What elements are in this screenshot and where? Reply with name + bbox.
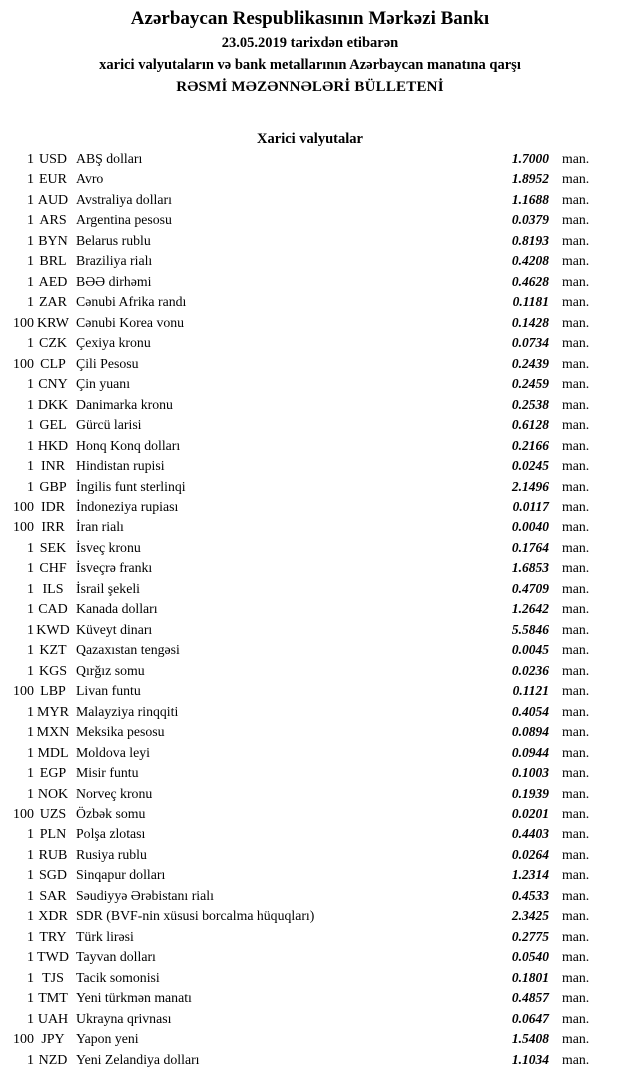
- rate-value: 0.4533: [511, 887, 549, 903]
- currency-code: BYN: [38, 233, 68, 249]
- rate-value: 0.0045: [511, 642, 549, 658]
- currency-code: ARS: [39, 213, 67, 229]
- unit-label: man.: [562, 478, 590, 494]
- rate-value: 1.2314: [511, 867, 549, 883]
- rate-row: [0, 233, 620, 253]
- rate-row: [0, 642, 620, 662]
- rate-row: [0, 990, 620, 1010]
- rate-value: 0.4403: [511, 826, 549, 842]
- rate-value: 0.4208: [511, 253, 549, 269]
- currency-name: Özbək somu: [76, 806, 146, 821]
- currency-code: TMT: [38, 991, 68, 1007]
- rate-value: 0.0944: [511, 744, 549, 760]
- currency-name: Avro: [76, 171, 104, 187]
- unit-label: man.: [562, 949, 590, 965]
- rate-row: [0, 704, 620, 724]
- currency-name: Gürcü larisi: [76, 417, 142, 433]
- rate-row: [0, 724, 620, 744]
- unit-label: man.: [562, 1031, 590, 1047]
- currency-code: CNY: [38, 377, 68, 393]
- rate-row: [0, 765, 620, 785]
- unit-label: man.: [562, 458, 590, 474]
- unit-label: man.: [562, 642, 590, 658]
- quantity: 1: [27, 397, 34, 413]
- currency-name: Rusiya rublu: [76, 846, 147, 862]
- unit-label: man.: [562, 539, 590, 555]
- unit-label: man.: [562, 335, 590, 351]
- unit-label: man.: [562, 846, 590, 862]
- currency-name: Qazaxıstan tengəsi: [76, 642, 180, 658]
- rate-row: [0, 315, 620, 335]
- currency-code: EUR: [39, 172, 67, 188]
- quantity: 1: [27, 295, 34, 311]
- rate-value: 1.8952: [511, 171, 549, 187]
- currency-name: Çexiya kronu: [76, 335, 151, 351]
- currency-code: CLP: [40, 356, 66, 372]
- currency-name: Sinqapur dolları: [76, 867, 166, 883]
- currency-code: IRR: [41, 520, 65, 536]
- currency-code: PLN: [39, 827, 67, 843]
- quantity: 1: [27, 663, 34, 679]
- rate-value: 1.1034: [511, 1051, 549, 1067]
- quantity: 1: [27, 377, 34, 393]
- quantity: 1: [27, 459, 34, 475]
- rate-row: [0, 601, 620, 621]
- rate-row: [0, 192, 620, 212]
- unit-label: man.: [562, 417, 590, 433]
- unit-label: man.: [562, 806, 590, 821]
- unit-label: man.: [562, 1051, 590, 1067]
- rate-value: 0.0540: [511, 949, 549, 965]
- quantity: 1: [27, 725, 34, 741]
- unit-label: man.: [562, 601, 590, 617]
- quantity: 1: [27, 540, 34, 556]
- currency-code: UZS: [39, 807, 67, 822]
- unit-label: man.: [562, 765, 590, 781]
- rate-row: [0, 458, 620, 478]
- rate-row: [0, 479, 620, 499]
- quantity: 1: [27, 991, 34, 1007]
- currency-code: ILS: [42, 581, 64, 597]
- rate-row: [0, 151, 620, 171]
- rates-table: [0, 151, 620, 1072]
- currency-code: MXN: [36, 725, 70, 741]
- unit-label: man.: [562, 171, 590, 187]
- rate-value: 0.0236: [511, 662, 549, 678]
- section-title-foreign-currencies: Xarici valyutalar: [257, 131, 363, 147]
- currency-code: GBP: [39, 479, 67, 495]
- currency-name: İngilis funt sterlinqi: [76, 478, 186, 494]
- unit-label: man.: [562, 396, 590, 412]
- rate-row: [0, 560, 620, 580]
- currency-code: ZAR: [39, 295, 67, 311]
- rate-value: 0.2439: [511, 355, 549, 371]
- currency-name: İsrail şekeli: [76, 580, 140, 596]
- currency-code: SGD: [38, 868, 67, 884]
- quantity: 100: [13, 684, 34, 700]
- currency-name: Norveç kronu: [76, 785, 153, 801]
- quantity: 100: [13, 499, 34, 515]
- rate-row: [0, 335, 620, 355]
- currency-code: SAR: [39, 888, 67, 904]
- rate-value: 0.0734: [511, 335, 549, 351]
- quantity: 1: [27, 602, 34, 618]
- currency-code: BRL: [39, 254, 67, 270]
- rate-value: 0.0264: [511, 846, 549, 862]
- unit-label: man.: [562, 191, 590, 207]
- currency-name: Livan funtu: [76, 683, 141, 699]
- rate-value: 0.0894: [511, 724, 549, 740]
- rate-row: [0, 622, 620, 642]
- unit-label: man.: [562, 683, 590, 699]
- rate-row: [0, 908, 620, 928]
- rate-value: 0.4709: [511, 580, 549, 596]
- quantity: 1: [27, 254, 34, 270]
- currency-code: MDL: [37, 745, 69, 761]
- quantity: 1: [27, 622, 34, 638]
- quantity: 1: [27, 827, 34, 843]
- unit-label: man.: [562, 560, 590, 576]
- rate-value: 0.2459: [511, 376, 549, 392]
- rate-row: [0, 581, 620, 601]
- effective-date-line: 23.05.2019 tarixdən etibarən: [221, 35, 399, 51]
- currency-code: CAD: [38, 602, 68, 618]
- currency-code: LBP: [40, 684, 66, 700]
- unit-label: man.: [562, 437, 590, 453]
- rate-row: [0, 683, 620, 703]
- quantity: 1: [27, 1011, 34, 1027]
- rate-row: [0, 867, 620, 887]
- rate-value: 2.1496: [511, 478, 549, 494]
- bulletin-subtitle: xarici valyutaların və bank metallarının Azərbaycan manatına qarşı: [99, 57, 521, 73]
- rate-value: 0.4054: [511, 703, 549, 719]
- quantity: 1: [27, 950, 34, 966]
- unit-label: man.: [562, 621, 590, 637]
- rate-value: 0.0647: [511, 1010, 549, 1026]
- rate-value: 0.2166: [511, 437, 549, 453]
- currency-code: CZK: [39, 336, 67, 352]
- rate-row: [0, 949, 620, 969]
- rate-row: [0, 786, 620, 806]
- quantity: 1: [27, 152, 34, 167]
- quantity: 1: [27, 418, 34, 434]
- currency-name: Braziliya rialı: [76, 253, 153, 269]
- rate-row: [0, 888, 620, 908]
- currency-name: Meksika pesosu: [76, 724, 165, 740]
- currency-name: Cənubi Korea vonu: [76, 314, 185, 330]
- quantity: 100: [13, 356, 34, 372]
- unit-label: man.: [562, 580, 590, 596]
- rate-value: 1.7000: [511, 151, 549, 166]
- quantity: 1: [27, 970, 34, 986]
- quantity: 100: [13, 520, 34, 536]
- quantity: 1: [27, 745, 34, 761]
- currency-name: BƏƏ dirhəmi: [76, 273, 152, 289]
- currency-code: GEL: [39, 418, 67, 434]
- rate-row: [0, 745, 620, 765]
- rate-value: 0.1764: [511, 539, 549, 555]
- quantity: 1: [27, 213, 34, 229]
- rate-value: 0.4857: [511, 990, 549, 1006]
- quantity: 1: [27, 274, 34, 290]
- currency-name: Danimarka kronu: [76, 396, 173, 412]
- rate-value: 0.0040: [511, 519, 549, 535]
- rate-row: [0, 253, 620, 273]
- rate-row: [0, 826, 620, 846]
- rate-value: 0.1428: [511, 314, 549, 330]
- currency-code: RUB: [38, 847, 68, 863]
- rate-value: 2.3425: [511, 908, 549, 924]
- rate-value: 0.8193: [511, 232, 549, 248]
- currency-name: Qırğız somu: [76, 662, 145, 678]
- rate-value: 0.1003: [511, 765, 549, 781]
- unit-label: man.: [562, 703, 590, 719]
- currency-name: Yapon yeni: [76, 1031, 139, 1047]
- rate-row: [0, 417, 620, 437]
- bank-title: Azərbaycan Respublikasının Mərkəzi Bankı: [130, 8, 490, 29]
- quantity: 1: [27, 336, 34, 352]
- quantity: 1: [27, 704, 34, 720]
- rate-value: 0.1121: [512, 683, 549, 699]
- quantity: 1: [27, 581, 34, 597]
- rate-row: [0, 929, 620, 949]
- bulletin-title: RƏSMİ MƏZƏNNƏLƏRİ BÜLLETENİ: [176, 79, 444, 95]
- quantity: 1: [27, 172, 34, 188]
- unit-label: man.: [562, 253, 590, 269]
- currency-code: KZT: [39, 643, 67, 659]
- rate-value: 0.0245: [511, 458, 549, 474]
- quantity: 1: [27, 786, 34, 802]
- rate-row: [0, 397, 620, 417]
- currency-code: UAH: [37, 1011, 69, 1027]
- quantity: 1: [27, 643, 34, 659]
- unit-label: man.: [562, 232, 590, 248]
- currency-code: TWD: [37, 950, 69, 966]
- quantity: 1: [27, 438, 34, 454]
- currency-name: Belarus rublu: [76, 232, 151, 248]
- rate-row: [0, 212, 620, 232]
- rate-value: 0.1181: [512, 294, 549, 310]
- rate-row: [0, 438, 620, 458]
- unit-label: man.: [562, 969, 590, 985]
- rate-value: 0.0201: [511, 806, 549, 821]
- currency-name: Honq Konq dolları: [76, 437, 181, 453]
- currency-name: İran rialı: [76, 519, 124, 535]
- currency-code: USD: [38, 152, 67, 167]
- quantity: 1: [27, 766, 34, 782]
- unit-label: man.: [562, 928, 590, 944]
- currency-name: Tayvan dolları: [76, 949, 156, 965]
- rate-row: [0, 519, 620, 539]
- unit-label: man.: [562, 887, 590, 903]
- currency-name: SDR (BVF-nin xüsusi borcalma hüquqları): [76, 908, 315, 924]
- quantity: 1: [27, 929, 34, 945]
- rate-row: [0, 294, 620, 314]
- rate-value: 0.1801: [511, 969, 549, 985]
- quantity: 1: [27, 233, 34, 249]
- currency-name: İsveç kronu: [76, 539, 141, 555]
- unit-label: man.: [562, 867, 590, 883]
- currency-code: SEK: [39, 540, 67, 556]
- currency-code: HKD: [37, 438, 69, 454]
- currency-name: Türk lirəsi: [76, 928, 134, 944]
- currency-name: Çili Pesosu: [76, 355, 139, 371]
- rate-row: [0, 970, 620, 990]
- rate-value: 0.1939: [511, 785, 549, 801]
- quantity: 100: [13, 315, 34, 331]
- rate-row: [0, 376, 620, 396]
- rate-row: [0, 1031, 620, 1051]
- rate-value: 0.0117: [512, 498, 549, 514]
- unit-label: man.: [562, 724, 590, 740]
- quantity: 1: [27, 868, 34, 884]
- rate-row: [0, 171, 620, 191]
- quantity: 1: [27, 561, 34, 577]
- quantity: 1: [27, 1052, 34, 1068]
- currency-code: NZD: [38, 1052, 68, 1068]
- unit-label: man.: [562, 785, 590, 801]
- quantity: 100: [13, 807, 34, 822]
- currency-name: Hindistan rupisi: [76, 458, 165, 474]
- unit-label: man.: [562, 273, 590, 289]
- currency-name: Argentina pesosu: [76, 212, 172, 228]
- currency-code: KRW: [37, 315, 69, 331]
- rate-value: 0.2775: [511, 928, 549, 944]
- currency-name: Yeni türkmən manatı: [76, 990, 192, 1006]
- currency-name: Ukrayna qrivnası: [76, 1010, 172, 1026]
- currency-name: Kanada dolları: [76, 601, 158, 617]
- currency-code: NOK: [37, 786, 69, 802]
- unit-label: man.: [562, 662, 590, 678]
- currency-name: Polşa zlotası: [76, 826, 146, 842]
- currency-code: XDR: [38, 909, 68, 925]
- rate-row: [0, 1011, 620, 1031]
- currency-code: CHF: [39, 561, 67, 577]
- currency-name: İsveçrə frankı: [76, 560, 153, 576]
- rate-value: 1.2642: [511, 601, 549, 617]
- quantity: 1: [27, 479, 34, 495]
- rate-value: 0.0379: [511, 212, 549, 228]
- unit-label: man.: [562, 498, 590, 514]
- unit-label: man.: [562, 294, 590, 310]
- unit-label: man.: [562, 826, 590, 842]
- quantity: 1: [27, 192, 34, 208]
- currency-code: DKK: [37, 397, 69, 413]
- unit-label: man.: [562, 908, 590, 924]
- currency-name: Misir funtu: [76, 765, 139, 781]
- currency-code: KWD: [36, 622, 70, 638]
- currency-code: EGP: [39, 766, 67, 782]
- currency-code: AED: [38, 274, 68, 290]
- rate-row: [0, 499, 620, 519]
- currency-code: MYR: [37, 704, 69, 720]
- rate-row: [0, 663, 620, 683]
- rate-row: [0, 274, 620, 294]
- rate-row: [0, 356, 620, 376]
- currency-code: AUD: [37, 192, 69, 208]
- currency-name: İndoneziya rupiası: [76, 498, 179, 514]
- currency-name: Tacik somonisi: [76, 969, 160, 985]
- quantity: 1: [27, 888, 34, 904]
- currency-code: KGS: [38, 663, 67, 679]
- rate-row: [0, 1052, 620, 1072]
- unit-label: man.: [562, 376, 590, 392]
- rate-value: 5.5846: [511, 621, 549, 637]
- quantity: 1: [27, 847, 34, 863]
- currency-name: Moldova leyi: [76, 744, 150, 760]
- rate-value: 1.1688: [511, 191, 549, 207]
- rate-row: [0, 847, 620, 867]
- currency-name: Səudiyyə Ərəbistanı rialı: [76, 887, 214, 903]
- rate-value: 0.6128: [511, 417, 549, 433]
- rate-value: 1.6853: [511, 560, 549, 576]
- unit-label: man.: [562, 355, 590, 371]
- currency-code: IDR: [40, 499, 66, 515]
- currency-name: Yeni Zelandiya dolları: [76, 1051, 200, 1067]
- unit-label: man.: [562, 744, 590, 760]
- currency-name: Cənubi Afrika randı: [76, 294, 187, 310]
- rate-value: 0.2538: [511, 396, 549, 412]
- currency-name: Küveyt dinarı: [76, 621, 153, 637]
- currency-code: TRY: [39, 929, 67, 945]
- rate-row: [0, 540, 620, 560]
- unit-label: man.: [562, 990, 590, 1006]
- bulletin-header: [0, 0, 620, 99]
- unit-label: man.: [562, 212, 590, 228]
- currency-name: Avstraliya dolları: [76, 191, 172, 207]
- currency-name: Çin yuanı: [76, 376, 131, 392]
- quantity: 100: [13, 1032, 34, 1048]
- unit-label: man.: [562, 314, 590, 330]
- rate-value: 0.4628: [511, 273, 549, 289]
- currency-code: TJS: [42, 970, 64, 986]
- currency-code: INR: [40, 459, 66, 475]
- unit-label: man.: [562, 151, 590, 166]
- rate-row: [0, 806, 620, 826]
- rate-value: 1.5408: [511, 1031, 549, 1047]
- currency-name: ABŞ dolları: [76, 151, 143, 166]
- quantity: 1: [27, 909, 34, 925]
- currency-code: JPY: [41, 1032, 65, 1048]
- currency-name: Malayziya rinqqiti: [76, 703, 179, 719]
- unit-label: man.: [562, 1010, 590, 1026]
- unit-label: man.: [562, 519, 590, 535]
